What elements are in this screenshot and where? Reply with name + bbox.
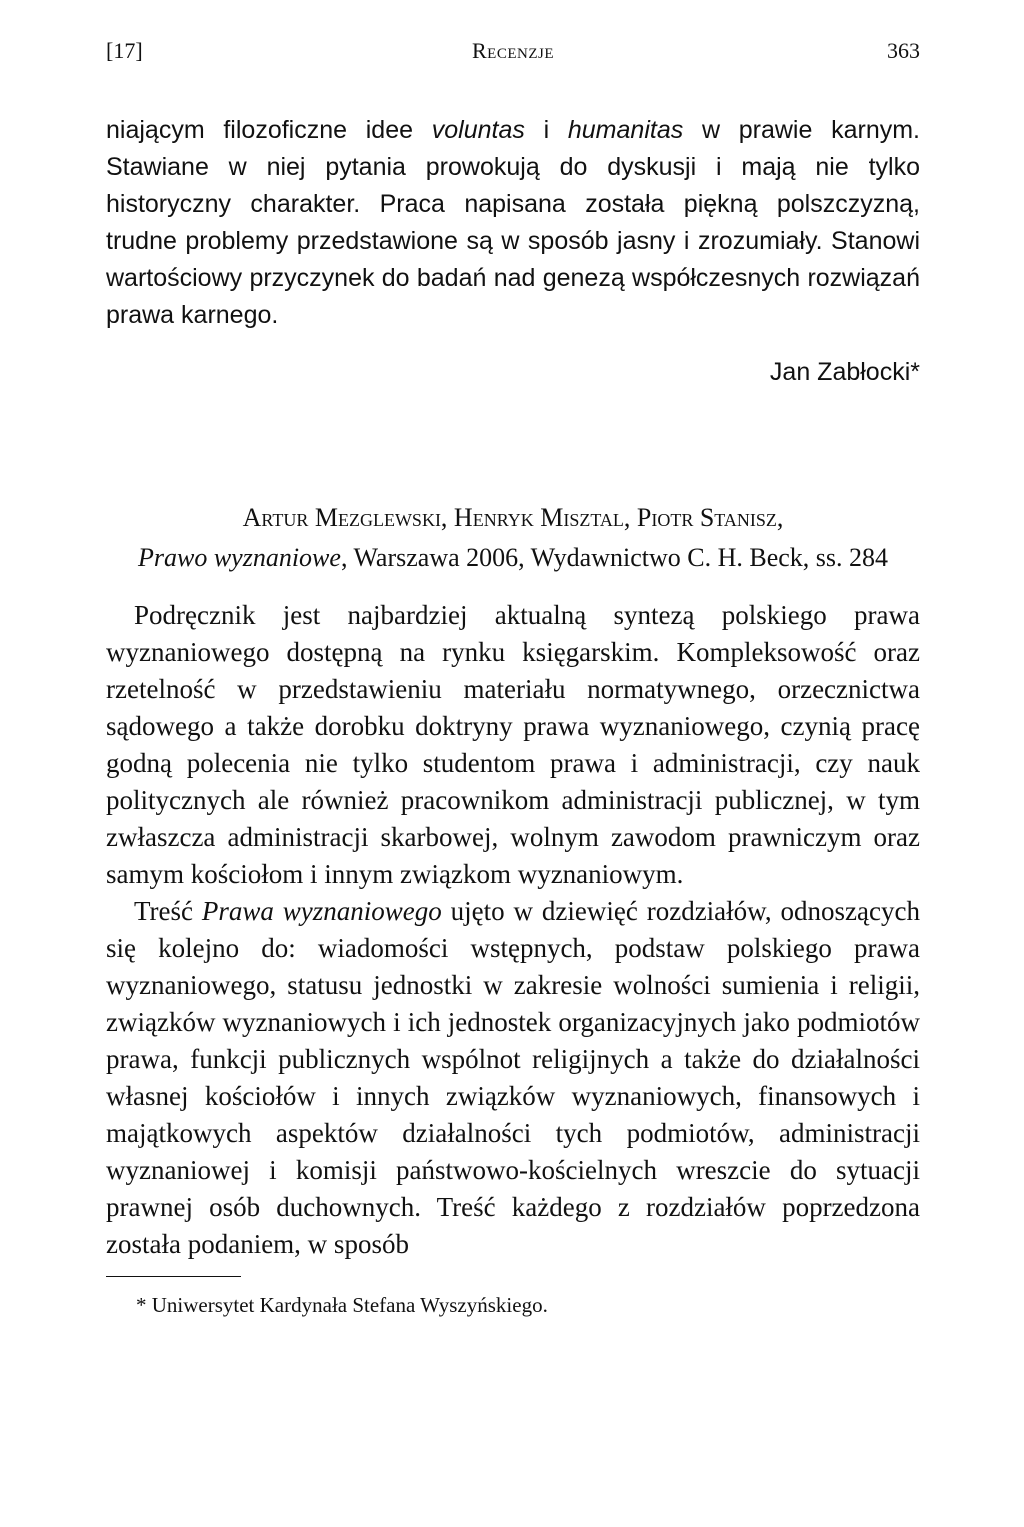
book-citation [106,538,920,578]
text-run: ujęto w dziewięć rozdziałów, odnoszących się kolejno do: wiadomości wstępnych, podstaw polskiego prawa wyznaniowego, statusu jednostki w zakresie wolności sumienia i religii, związków wyznaniowych i ich jednostek organizacyjnych jako podmiotów prawa, funkcji publicznych wspólnot religijnych a także do działalności własnej kościołów i innych związków wyznaniowych, finansowych i majątkowych aspektów działalności tych podmiotów, administracji wyznaniowej i komisji państwowo-kościelnych wreszcie do sytuacji prawnej osób duchownych. Treść każdego z rozdziałów poprzedzona została podaniem, w sposób [106,896,920,1259]
text-run: niającym filozoficzne idee [106,116,432,144]
section-number: [17] [106,38,143,63]
review-heading [106,498,920,578]
closing-paragraph [106,112,920,334]
body-paragraph: Podręcznik jest najbardziej aktualną syntezą polskiego prawa wyznaniowego dostępną na rynku księgarskim. Kompleksowość oraz rzetelność w przedstawieniu materiału normatywnego, orzecznictwa sądowego a także dorobku doktryny prawa wyznaniowego, czynią pracę godną polecenia nie tylko studentom prawa i administracji, czy nauk politycznych ale również pracownikom administracji publicznej, w tym zwłaszcza administracji skarbowej, wolnym zawodom prawniczym oraz samym kościołom i innym związkom wyznaniowym. [106,600,920,889]
text-run: i [524,116,568,144]
footnote-divider [106,1276,241,1277]
page-number: 363 [887,38,920,63]
text-run: Treść [134,896,202,926]
italic-term: voluntas [431,116,525,144]
italic-term: humanitas [567,116,684,144]
reviewer-signature: Jan Zabłocki* [769,358,920,386]
footnote: * Uniwersytet Kardynała Stefana Wyszyńskiego. [136,1293,548,1317]
book-details: , Warszawa 2006, Wydawnictwo C. H. Beck, ss. 284 [340,543,889,572]
book-authors: Artur Mezglewski, Henryk Misztal, Piotr Stanisz, [242,503,784,532]
running-title: Recenzje [472,38,554,63]
body-paragraph [106,893,920,1263]
book-title: Prawo wyznaniowe [137,543,341,572]
italic-title: Prawa wyznaniowego [201,896,442,926]
review-body [106,597,920,1263]
running-header [106,38,920,68]
text-run: w prawie karnym. Stawiane w niej pytania prowokują do dyskusji i mają nie tylko historyczny charakter. Praca napisana została piękną polszczyzną, trudne problemy przedstawione są w sposób jasny i zrozumiały. Stanowi wartościowy przyczynek do badań nad genezą współczesnych rozwiązań prawa karnego. [106,116,920,329]
